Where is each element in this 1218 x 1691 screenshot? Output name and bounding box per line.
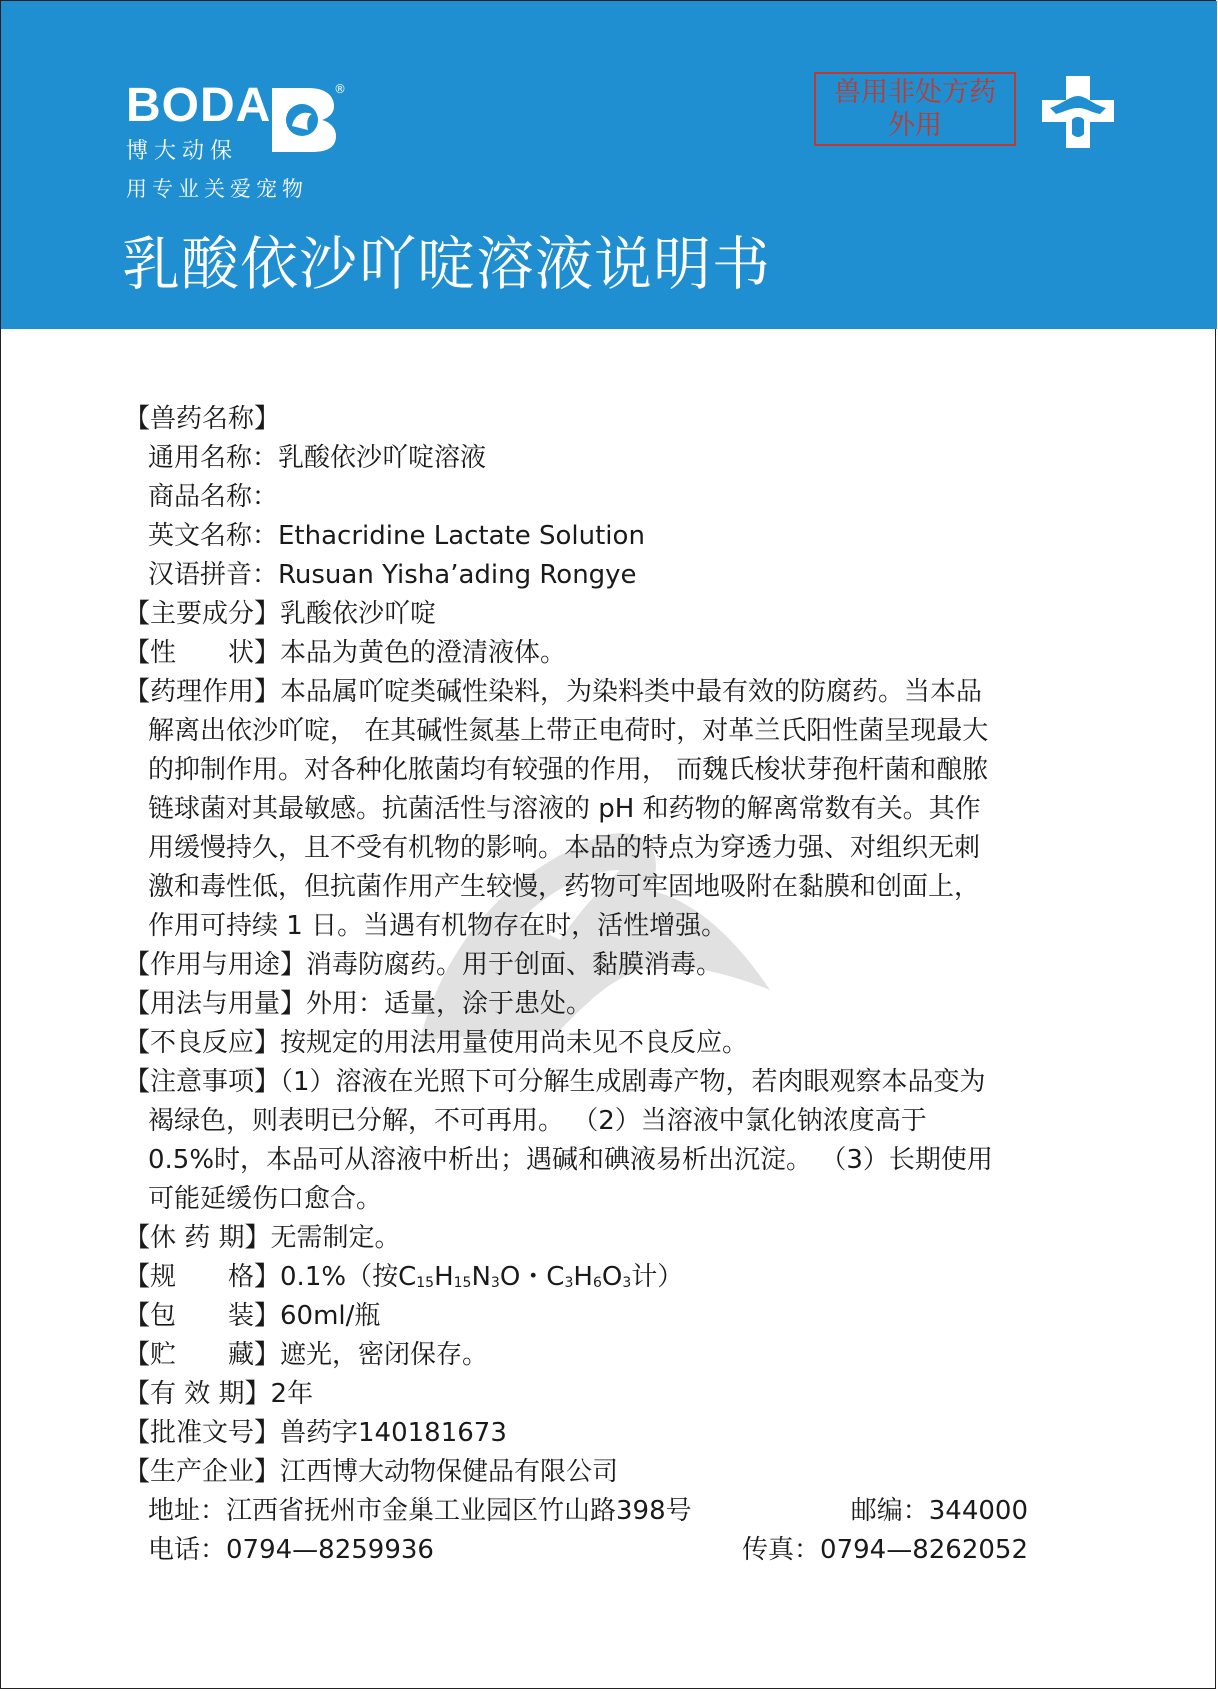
brand-name-cn: 博大动保 — [126, 139, 239, 164]
address-row — [124, 1492, 1028, 1531]
section-label: 【休 药 期】 — [124, 1223, 271, 1253]
section-label: 【贮 藏】 — [124, 1340, 281, 1370]
section-storage — [124, 1336, 1124, 1375]
phone-text: 电话：0794—8259936 — [148, 1535, 434, 1565]
otc-label-line2: 外用 — [888, 110, 942, 141]
section-value: 江西博大动物保健品有限公司 — [280, 1457, 619, 1487]
caution-text: 可能延缓伤口愈合。 — [148, 1184, 383, 1214]
otc-label-box — [814, 72, 1016, 146]
section-value: 本品为黄色的澄清液体。 — [280, 638, 567, 668]
address-text: 地址：江西省抚州市金巢工业园区竹山路398号 — [148, 1496, 692, 1526]
generic-name: 通用名称：乳酸依沙吖啶溶液 — [148, 443, 487, 473]
section-validity — [124, 1375, 1124, 1414]
section-value: 按规定的用法用量使用尚未见不良反应。 — [280, 1028, 749, 1058]
registered-mark: ® — [334, 82, 346, 96]
postcode-text: 邮编：344000 — [850, 1496, 1028, 1526]
fax-text: 传真：0794—8262052 — [742, 1535, 1028, 1565]
section-label: 【包 装】 — [124, 1301, 281, 1331]
section-value: 乳酸依沙吖啶 — [280, 599, 437, 629]
section-value: 无需制定。 — [270, 1223, 401, 1253]
section-vet-drug-name — [124, 400, 1124, 439]
section-approval — [124, 1414, 1124, 1453]
vet-cross-icon — [1040, 74, 1116, 154]
pharmacology-text: 链球菌对其最敏感。抗菌活性与溶液的 pH 和药物的解离常数有关。其作 — [148, 794, 981, 824]
section-dosage — [124, 985, 1124, 1024]
section-label: 【主要成分】 — [124, 599, 281, 629]
pinyin-name: 汉语拼音：Rusuan Yisha’ading Rongye — [148, 560, 637, 590]
section-value: 本品属吖啶类碱性染料，为染料类中最有效的防腐药。当本品 — [280, 677, 983, 707]
contact-row — [124, 1531, 1028, 1570]
pharmacology-text: 的抑制作用。对各种化脓菌均有较强的作用， 而魏氏梭状芽孢杆菌和酿脓 — [148, 755, 989, 785]
section-adverse — [124, 1024, 1124, 1063]
english-name: 英文名称：Ethacridine Lactate Solution — [148, 521, 645, 551]
section-value: 外用：适量，涂于患处。 — [306, 989, 593, 1019]
section-label: 【性 状】 — [124, 638, 281, 668]
pharmacology-text: 激和毒性低，但抗菌作用产生较慢，药物可牢固地吸附在黏膜和创面上， — [148, 872, 981, 902]
section-label: 【注意事项】 — [124, 1067, 281, 1097]
brand-slogan: 用专业关爱宠物 — [126, 177, 308, 201]
section-indication — [124, 946, 1124, 985]
section-label: 【不良反应】 — [124, 1028, 281, 1058]
brand-name-en: BODA — [126, 79, 272, 132]
section-label: 【用法与用量】 — [124, 989, 307, 1019]
section-value: 60ml/瓶 — [280, 1301, 381, 1331]
section-label: 【作用与用途】 — [124, 950, 307, 980]
section-ingredient — [124, 595, 1124, 634]
section-value: 遮光，密闭保存。 — [280, 1340, 489, 1370]
trade-name: 商品名称： — [148, 482, 279, 512]
section-appearance — [124, 634, 1124, 673]
pharmacology-text: 作用可持续 1 日。当遇有机物存在时，活性增强。 — [148, 911, 728, 941]
section-spec — [124, 1258, 1124, 1297]
page-title: 乳酸依沙吖啶溶液说明书 — [122, 230, 772, 298]
section-value: 2年 — [270, 1379, 314, 1409]
section-caution — [124, 1063, 1124, 1102]
section-pharmacology — [124, 673, 1124, 712]
section-value: （1）溶液在光照下可分解生成剧毒产物，若肉眼观察本品变为 — [280, 1067, 986, 1097]
section-label: 【药理作用】 — [124, 677, 281, 707]
section-label: 【兽药名称】 — [124, 404, 281, 434]
section-label: 【规 格】 — [124, 1262, 281, 1292]
caution-text: 褐绿色，则表明已分解，不可再用。 （2）当溶液中氯化钠浓度高于 — [148, 1106, 927, 1136]
pharmacology-text: 用缓慢持久，且不受有机物的影响。本品的特点为穿透力强、对组织无刺 — [148, 833, 981, 863]
caution-text: 0.5%时，本品可从溶液中析出；遇碱和碘液易析出沉淀。 （3）长期使用 — [148, 1145, 993, 1175]
section-manufacturer — [124, 1453, 1124, 1492]
section-label: 【生产企业】 — [124, 1457, 281, 1487]
section-value: 兽药字140181673 — [280, 1418, 507, 1448]
section-label: 【有 效 期】 — [124, 1379, 271, 1409]
section-value: 消毒防腐药。用于创面、黏膜消毒。 — [306, 950, 723, 980]
boda-logo-icon — [268, 86, 338, 158]
section-package — [124, 1297, 1124, 1336]
section-withdrawal — [124, 1219, 1124, 1258]
document-body — [124, 400, 1124, 1570]
spec-value: 0.1%（按$C_{15}H_{15}N_3O$・$C_3H_6O_3$计） — [280, 1262, 684, 1292]
otc-label-line1: 兽用非处方药 — [834, 77, 996, 108]
section-label: 【批准文号】 — [124, 1418, 281, 1448]
pharmacology-text: 解离出依沙吖啶， 在其碱性氮基上带正电荷时，对革兰氏阳性菌呈现最大 — [148, 716, 989, 746]
